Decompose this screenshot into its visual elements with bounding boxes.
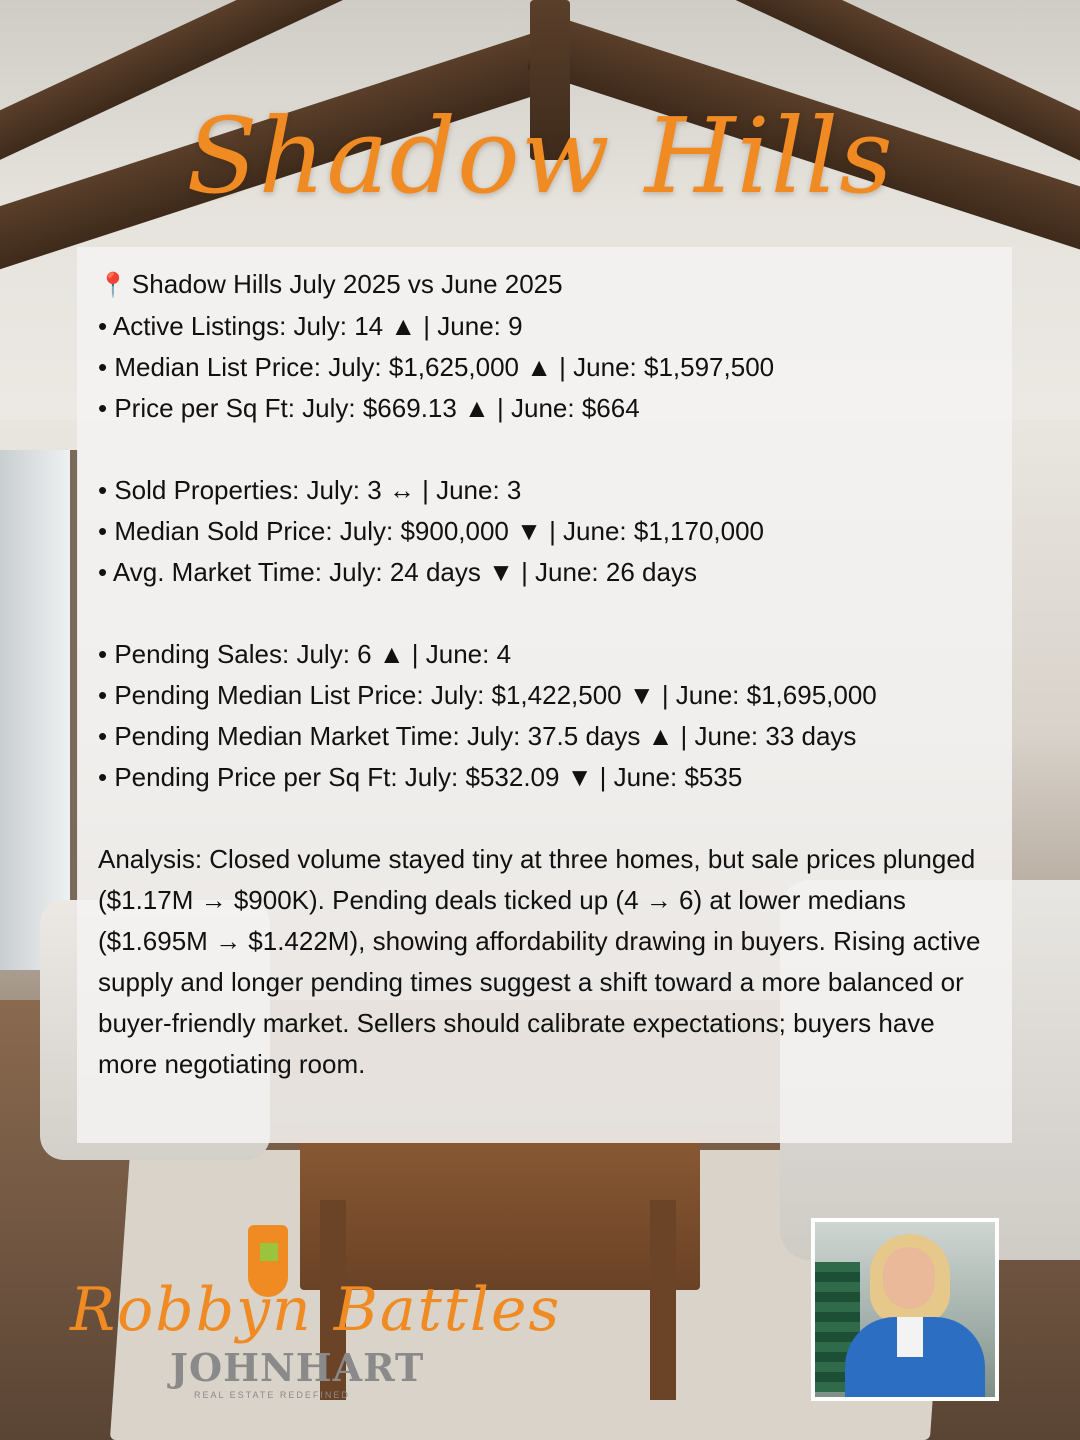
spacer — [98, 593, 998, 634]
report-header — [98, 264, 998, 306]
brokerage-tagline: REAL ESTATE REDEFINED — [194, 1390, 350, 1400]
agent-face — [883, 1247, 935, 1309]
stat-median-sold-price: • Median Sold Price: July: $900,000 ▼ | June: $1,170,000 — [98, 516, 765, 546]
logo-mark-accent — [260, 1243, 278, 1261]
spacer — [98, 429, 998, 470]
analysis-paragraph: Analysis: Closed volume stayed tiny at three homes, but sale prices plunged ($1.17M → $900K). Pending deals ticked up (4 → 6) at lower medians ($1.695M → $1.422M), showing affordability drawing in buyers. Rising active supply and longer pending times suggest a shift toward a more balanced or buyer-friendly market. Sellers should calibrate expectations; buyers have more negotiating room. — [98, 844, 981, 1079]
report-header-text: Shadow Hills July 2025 vs June 2025 — [131, 269, 563, 299]
agent-photo-image — [815, 1222, 995, 1397]
map-pin-icon: 📍 — [98, 272, 128, 299]
window — [0, 450, 78, 970]
agent-signature: Robbyn Battles — [70, 1275, 562, 1345]
stat-avg-market-time: • Avg. Market Time: July: 24 days ▼ | June: 26 days — [98, 557, 697, 587]
stat-pending-sales: • Pending Sales: July: 6 ▲ | June: 4 — [98, 639, 512, 669]
stat-active-listings: • Active Listings: July: 14 ▲ | June: 9 — [98, 311, 523, 341]
stats-content — [98, 264, 998, 1085]
stat-price-per-sqft: • Price per Sq Ft: July: $669.13 ▲ | June: $664 — [98, 393, 640, 423]
stat-pending-median-list-price: • Pending Median List Price: July: $1,422,500 ▼ | June: $1,695,000 — [98, 680, 877, 710]
agent-shirt — [897, 1317, 923, 1357]
stat-pending-price-per-sqft: • Pending Price per Sq Ft: July: $532.09 ▼ | June: $535 — [98, 762, 743, 792]
brokerage-name: JOHNHART — [170, 1345, 425, 1390]
stat-pending-median-market-time: • Pending Median Market Time: July: 37.5 days ▲ | June: 33 days — [98, 721, 857, 751]
stat-sold-properties: • Sold Properties: July: 3 ↔ | June: 3 — [98, 475, 522, 505]
agent-photo — [811, 1218, 999, 1401]
stat-median-list-price: • Median List Price: July: $1,625,000 ▲ | June: $1,597,500 — [98, 352, 775, 382]
brand-logo — [60, 1225, 562, 1415]
spacer — [98, 798, 998, 839]
table-leg — [650, 1200, 676, 1400]
page-title: Shadow Hills — [186, 95, 894, 217]
